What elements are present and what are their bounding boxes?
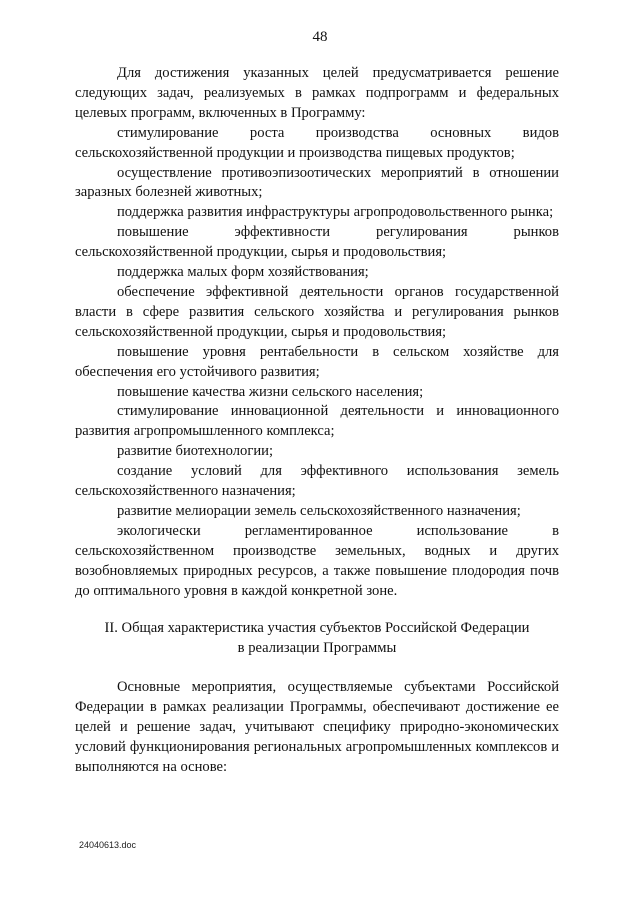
task-item: повышение качества жизни сельского населения; — [117, 383, 424, 400]
section-paragraph: Основные мероприятия, осуществляемые субъектами Российской Федерации в рамках реализации Программы, обеспечивают достижение ее целей и решение задач, учитывают специфику природно-экономических условий функционирования региональных агропромышленных комплексов и выполняются на основе: — [75, 679, 559, 775]
section-heading-line-2: в реализации Программы — [237, 640, 397, 657]
task-item: поддержка развития инфраструктуры агропродовольственного рынка; — [117, 204, 554, 221]
intro-paragraph: Для достижения указанных целей предусматривается решение следующих задач, реализуемых в рамках подпрограмм и федеральных целевых программ, включенных в Программу: — [75, 65, 559, 121]
page-number: 48 — [312, 29, 328, 45]
task-item: повышение эффективности регулирования рынков сельскохозяйственной продукции, сырья и продовольствия; — [75, 224, 559, 261]
document-body — [75, 64, 559, 778]
section-heading-line-1: II. Общая характеристика участия субъектов Российской Федерации — [104, 620, 530, 637]
task-item: обеспечение эффективной деятельности органов государственной власти в сфере развития сельского хозяйства и регулирования рынков сельскохозяйственной продукции, сырья и продовольствия; — [75, 283, 559, 340]
task-item: поддержка малых форм хозяйствования; — [117, 264, 369, 281]
task-item: развитие мелиорации земель сельскохозяйственного назначения; — [117, 502, 521, 519]
task-item: создание условий для эффективного использования земель сельскохозяйственного назначения; — [75, 463, 559, 500]
task-item: повышение уровня рентабельности в сельском хозяйстве для обеспечения его устойчивого развития; — [75, 343, 559, 380]
task-item: развитие биотехнологии; — [117, 443, 274, 460]
task-item: стимулирование роста производства основных видов сельскохозяйственной продукции и производства пищевых продуктов; — [75, 124, 559, 161]
task-item: экологически регламентированное использование в сельскохозяйственном производстве земельных, водных и других возобновляемых природных ресурсов, а также повышение плодородия почв до оптимального уровня в каждой конкретной зоне. — [75, 522, 559, 599]
task-item: осуществление противоэпизоотических мероприятий в отношении заразных болезней животных; — [75, 164, 559, 201]
section-heading — [75, 619, 559, 659]
task-item: стимулирование инновационной деятельности и инновационного развития агропромышленного комплекса; — [75, 403, 559, 440]
footer-filename: 24040613.doc — [79, 840, 137, 850]
